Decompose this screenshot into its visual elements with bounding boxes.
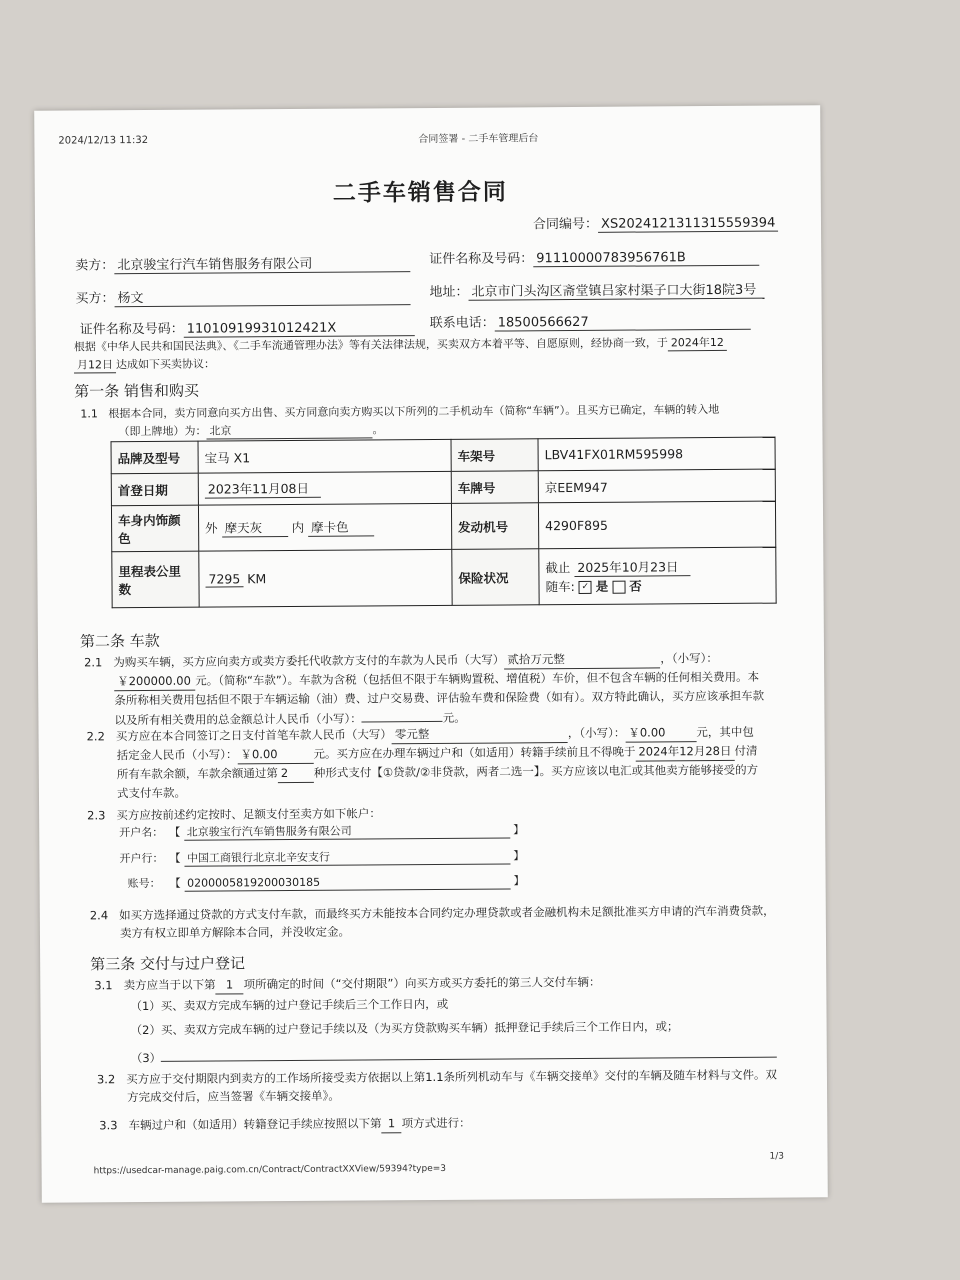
seller-row <box>75 252 410 274</box>
clause-3-2-line-2: 方完成交付后，应当签署《车辆交接单》。 <box>127 1088 340 1105</box>
transfer-option: 1 <box>381 1114 401 1133</box>
print-datetime: 2024/12/13 11:32 <box>58 134 149 147</box>
buyer-address: 北京市门头沟区斋堂镇吕家村渠子口大街18院3号 <box>468 279 764 301</box>
intro-date-a: 2024年12 <box>668 334 727 351</box>
total-amount <box>362 707 443 723</box>
clause-3-1-option-1: （1）买、卖双方完成车辆的过户登记手续后三个工作日内，或 <box>130 996 449 1014</box>
insurance-until-row <box>545 557 769 578</box>
table-row <box>111 469 775 506</box>
clause-3-1-option-3 <box>95 1043 777 1068</box>
brand-label: 品牌及型号 <box>111 441 198 474</box>
vin-label: 车架号 <box>451 439 538 472</box>
account-name-label: 开户名： <box>119 825 164 840</box>
clause-1-1-line-2: （即上牌地）为： 北京 。 <box>118 423 384 439</box>
plate-value: 京EEM947 <box>538 469 775 503</box>
vin-value: LBV41FX01RM595998 <box>538 437 775 471</box>
mileage-cell <box>199 549 452 607</box>
intro-line-1 <box>74 334 727 356</box>
seller-id: 91110000783956761B <box>533 250 759 268</box>
intro-date-b: 月12日 <box>74 356 116 373</box>
clause-text: 车辆过户和（如适用）转籍登记手续应按照以下第 <box>128 1116 382 1133</box>
first-payment-upper: 零元整 <box>392 724 568 744</box>
clause-text: 以及所有相关费用的总金额总计人民币（小写）： <box>114 711 362 728</box>
insurance-with-car-row <box>545 576 769 596</box>
clause-3-1-line-1 <box>94 972 776 996</box>
contract-number-label: 合同编号： <box>532 216 599 233</box>
buyer-phone: 18500566627 <box>495 314 751 332</box>
clause-3-1-option-2: （2）买、卖双方完成车辆的过户登记手续以及（为买方贷款购买车辆）抵押登记手续后三个工作日内，或； <box>130 1019 679 1038</box>
ext-color-prefix: 外 <box>205 520 218 536</box>
color-label: 车身内饰颜色 <box>111 505 198 552</box>
price-upper: 贰拾万元整 <box>504 649 660 669</box>
clause-text: 买方应在本合同签订之日支付首笔车款人民币（大写） <box>115 727 392 744</box>
seller-name: 北京骏宝行汽车销售服务有限公司 <box>114 252 410 274</box>
clause-text: 项方式进行： <box>401 1115 471 1131</box>
clause-3-2 <box>97 1066 777 1107</box>
clause-2-4-line-2: 卖方有权立即单方解除本合同，并没收定金。 <box>119 924 350 941</box>
clause-text: ，（小写）： <box>567 725 626 741</box>
option-3-blank <box>161 1043 777 1062</box>
seller-label: 卖方： <box>75 258 115 274</box>
clause-text: 如买方选择通过贷款的方式支付车款，而最终买方未能按本合同约定办理贷款或者金融机构未足额批准买方申请的汽车消费贷款， <box>119 903 775 923</box>
clause-text: 为购买车辆，买方应向卖方或卖方委托代收款方支付的车款为人民币（大写） <box>113 652 505 670</box>
intro-text: 根据《中华人民共和国民法典》、《二手车流通管理办法》等有关法律法规，买卖双方本着平等、自愿原则，经协商一致，于 <box>73 336 668 354</box>
mileage-unit: KM <box>247 570 267 586</box>
clause-text: （即上牌地）为： <box>118 424 207 439</box>
reg-date-label: 首登日期 <box>111 473 198 506</box>
payment-method: 2 <box>278 764 314 783</box>
checked-checkbox-icon: ✓ <box>579 581 592 594</box>
plate-label: 车牌号 <box>451 471 538 504</box>
clause-text: 元。（简称“车款”）。车款为含税（包括但不限于车辆购置税、增值税）车价，但不包含车辆的任何相关费用。本 <box>195 669 760 688</box>
clause-3-3 <box>99 1114 470 1136</box>
registration-city: 北京 <box>206 421 372 439</box>
buyer-name: 杨文 <box>114 285 410 307</box>
account-number: 0200005819200030185 <box>184 874 510 891</box>
clause-1-1-line-1 <box>80 401 719 421</box>
account-number-row: 账号： 【 0200005819200030185 】 <box>127 874 525 891</box>
clause-text: 所有车款余额，车款余额通过第 <box>116 766 278 782</box>
int-color-prefix: 内 <box>291 519 305 535</box>
clause-text: （3） <box>130 1050 162 1066</box>
price-amount: ￥200000.00 <box>114 672 195 692</box>
clause-text: 种形式支付【①贷款/②非贷款，两者二选一】。买方应该以电汇或其他卖方能够接受的方 <box>313 762 759 780</box>
section-1-title: 第一条 销售和购买 <box>74 381 199 401</box>
reg-date-value: 2023年11月08日 <box>205 479 321 499</box>
clause-number: 3.3 <box>99 1118 118 1133</box>
clause-number: 3.2 <box>96 1072 116 1087</box>
deposit-amount: ￥0.00 <box>237 745 313 765</box>
section-3-title: 第三条 交付与过户登记 <box>90 954 245 974</box>
mileage-label: 里程表公里数 <box>112 551 199 608</box>
int-color: 摩卡色 <box>308 517 374 536</box>
clause-text: 买方应于交付期限内到卖方的工作场所接受卖方依据以上第1.1条所列机动车与《车辆交接单》交付的车辆及随车材料与文件。双 <box>126 1067 778 1087</box>
with-car-label: 随车: <box>545 578 575 595</box>
document-title: 二手车销售合同 <box>332 179 508 207</box>
clause-2-4 <box>90 902 775 943</box>
contract-page <box>34 105 828 1202</box>
table-row <box>112 547 776 608</box>
account-number-label: 账号： <box>127 876 161 891</box>
insurance-until: 2025年10月23日 <box>574 557 690 577</box>
contract-number-row <box>533 212 778 234</box>
buyer-label: 买方： <box>75 291 115 307</box>
engine-label: 发动机号 <box>451 503 538 550</box>
clause-number: 2.1 <box>84 655 103 670</box>
account-name-row: 开户名： 【 北京骏宝行汽车销售服务有限公司 】 <box>119 823 525 840</box>
clause-text: 根据本合同，卖方同意向买方出售、买方同意向卖方购买以下所列的二手机动车（简称“车辆”）。且买方已确定，车辆的转入地 <box>108 402 720 421</box>
first-payment-amount: ￥0.00 <box>625 723 696 742</box>
brand-value: 宝马 X1 <box>198 439 451 473</box>
account-bank: 中国工商银行北京北辛安支行 <box>184 847 510 866</box>
empty-checkbox-icon <box>612 581 625 594</box>
clause-3-1 <box>94 972 777 1068</box>
ext-color: 摩天灰 <box>222 518 288 537</box>
yes-option: 是 <box>595 578 609 594</box>
account-bank-row: 开户行： 【 中国工商银行北京北辛安支行 】 <box>119 849 525 866</box>
mileage-value: 7295 <box>205 571 243 587</box>
color-cell <box>198 503 451 551</box>
vehicle-info-table <box>111 437 777 609</box>
address-label: 地址： <box>429 284 469 301</box>
intro-text-2: 达成如下买卖协议： <box>115 357 216 372</box>
insurance-cell <box>539 547 776 605</box>
clause-2-1-line-3: 条所称相关费用包括但不限于车辆运输（油）费、过户交易费、评估验车费和保险费（如有）。双方特此确认，买方应该承担车款 <box>114 688 765 708</box>
reg-date-cell <box>198 471 451 505</box>
no-option: 否 <box>629 578 642 594</box>
phone-row <box>430 310 751 332</box>
account-bank-label: 开户行： <box>119 851 164 866</box>
clause-text: 元。 <box>442 710 466 725</box>
intro-line-2 <box>74 356 215 374</box>
buyer-row <box>75 285 410 307</box>
buyer-id-row <box>80 316 415 338</box>
page-number: 1/3 <box>769 1151 785 1162</box>
clause-number: 2.4 <box>89 908 109 923</box>
clause-text: 项所确定的时间（“交付期限”）向买方或买方委托的第三人交付车辆： <box>243 974 601 992</box>
clause-number: 3.1 <box>94 978 113 993</box>
print-url: https://usedcar-manage.paig.com.cn/Contract/ContractXXView/59394?type=3 <box>93 1163 447 1177</box>
account-name: 北京骏宝行汽车销售服务有限公司 <box>184 821 510 840</box>
buyer-id: 11010919931012421X <box>184 320 415 338</box>
clause-text: 括定金人民币（小写）： <box>116 747 238 763</box>
address-row <box>429 279 764 301</box>
seller-id-label: 证件名称及号码： <box>429 251 534 268</box>
clause-text: ，（小写）： <box>660 650 718 666</box>
clause-text: 买方应按前述约定按时、足额支付至卖方如下帐户： <box>116 806 381 823</box>
buyer-id-label: 证件名称及号码： <box>79 321 184 338</box>
clause-2-3 <box>87 804 381 824</box>
clause-2-1 <box>84 649 764 730</box>
section-2-title: 第二条 车款 <box>79 631 160 651</box>
clause-2-2-line-4: 式支付车款。 <box>116 785 187 801</box>
insurance-until-prefix: 截止 <box>545 560 571 576</box>
clause-text: 付清 <box>734 743 758 758</box>
table-row <box>111 437 775 474</box>
clause-number: 1.1 <box>80 407 98 421</box>
phone-label: 联系电话： <box>429 315 495 332</box>
clause-number: 2.2 <box>86 729 105 744</box>
clause-text: 元。买方应在办理车辆过户和（如适用）转籍手续前且不得晚于 <box>313 744 636 761</box>
engine-value: 4290F895 <box>538 501 775 549</box>
clause-2-3-line-1 <box>87 804 381 824</box>
delivery-option: 1 <box>216 975 244 994</box>
contract-number: XS20241213113155593​94 <box>598 216 778 233</box>
final-payment-date: 2024年12月28日 <box>635 742 734 762</box>
clause-text: 元，其中包 <box>696 724 754 740</box>
table-row <box>111 501 775 552</box>
clause-2-2 <box>87 723 759 803</box>
clause-number: 2.3 <box>87 808 106 823</box>
seller-id-row <box>429 246 759 268</box>
print-page-title: 合同签署 - 二手车管理后台 <box>418 133 539 146</box>
insurance-label: 保险状况 <box>452 549 539 606</box>
clause-text: 卖方应当于以下第 <box>123 977 216 993</box>
